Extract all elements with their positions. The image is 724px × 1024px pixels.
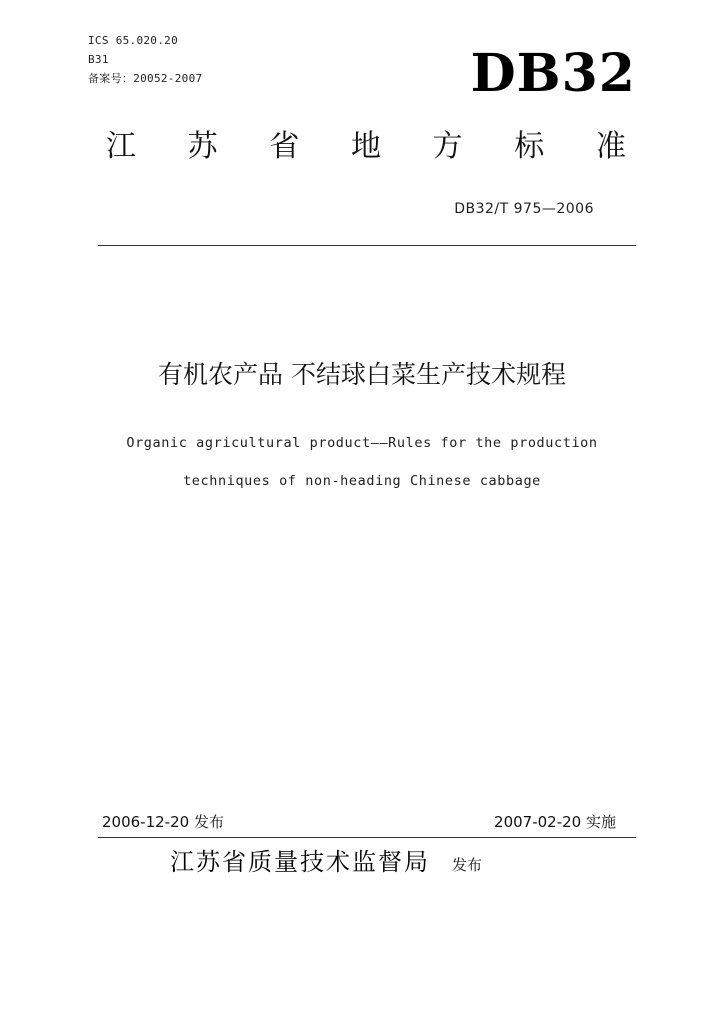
standard-type-title [106,128,626,166]
standard-type-char: 江 [106,129,136,164]
bottom-divider [98,837,636,838]
db-mark: DB32 [470,43,636,104]
ics-code: ICS 65.020.20 [88,34,178,47]
issuer-block [170,846,482,878]
standard-type-char: 地 [350,129,381,164]
standard-number: DB32/T 975—2006 [454,201,594,217]
issue-date: 2006-12-20 发布 [102,813,224,831]
ccs-code: B31 [88,53,109,66]
chinese-title: 有机农产品 不结球白菜生产技术规程 [158,360,566,389]
issuer-action: 发布 [452,856,483,874]
filing-number: 备案号：20052-2007 [88,72,203,85]
top-divider [98,245,636,246]
english-title-line-2: techniques of non-heading Chinese cabbage [183,473,541,489]
standard-type-char: 省 [269,129,300,164]
issuer-name: 江苏省质量技术监督局 [170,848,430,876]
standard-type-char: 方 [432,129,463,164]
implementation-date: 2007-02-20 实施 [494,813,616,831]
english-title-line-1: Organic agricultural product——Rules for the production [126,435,598,451]
standard-type-char: 准 [595,129,626,164]
standard-type-char: 标 [514,129,545,164]
standard-type-char: 苏 [187,129,218,164]
